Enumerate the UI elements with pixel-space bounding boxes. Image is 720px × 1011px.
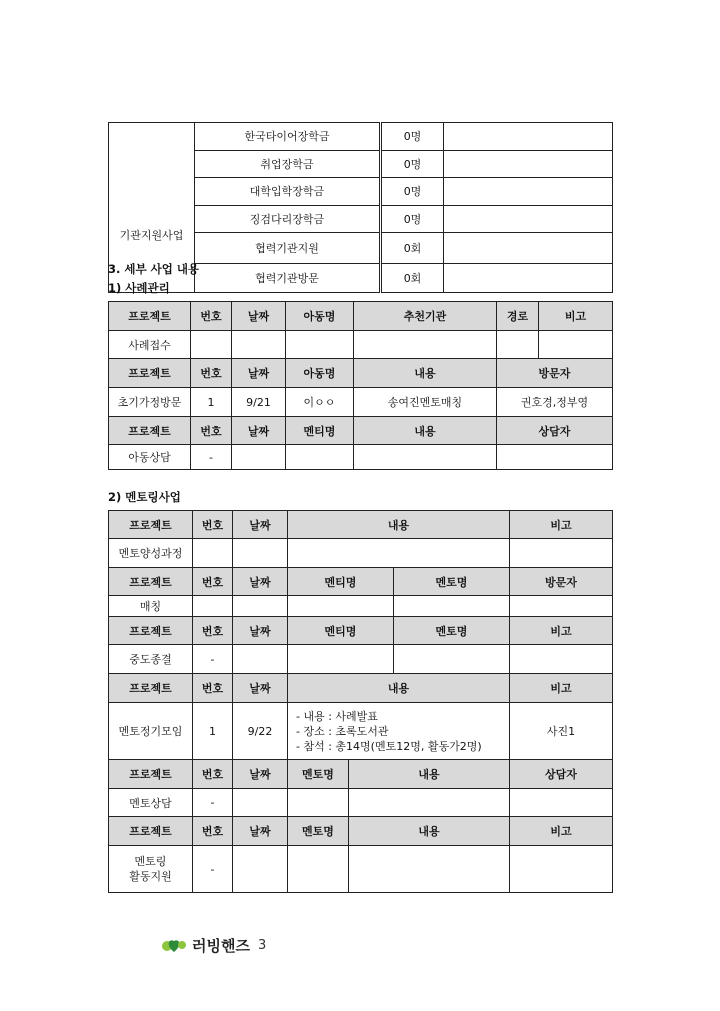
empty-cell xyxy=(444,150,613,178)
row-cell xyxy=(510,789,613,817)
header-mentee-name: 멘티명 xyxy=(288,568,394,596)
row-cell xyxy=(233,539,288,568)
row-content: 송여진멘토매칭 xyxy=(354,388,497,417)
header-number: 번호 xyxy=(193,817,233,846)
header-project: 프로젝트 xyxy=(109,568,193,596)
header-content: 내용 xyxy=(354,359,497,388)
row-cell xyxy=(193,596,233,617)
header-content: 내용 xyxy=(354,417,497,445)
header-mentee-name: 멘티명 xyxy=(286,417,354,445)
row-cell xyxy=(288,789,349,817)
header-mentor-name: 멘토명 xyxy=(288,760,349,789)
row-cell xyxy=(233,596,288,617)
header-date: 날짜 xyxy=(232,359,286,388)
row-project: 초기가정방문 xyxy=(109,388,191,417)
row-date: 9/22 xyxy=(233,703,288,760)
header-visitor: 방문자 xyxy=(497,359,613,388)
item-cell: 징검다리장학금 xyxy=(195,205,381,233)
header-date: 날짜 xyxy=(233,760,288,789)
row-cell xyxy=(394,645,510,674)
row-cell xyxy=(286,331,354,359)
header-note: 비고 xyxy=(510,617,613,645)
header-project: 프로젝트 xyxy=(109,417,191,445)
header-counselor: 상담자 xyxy=(497,417,613,445)
header-date: 날짜 xyxy=(233,511,288,539)
header-mentor-name: 멘토명 xyxy=(288,817,349,846)
row-cell xyxy=(510,539,613,568)
empty-cell xyxy=(444,233,613,264)
header-project: 프로젝트 xyxy=(109,359,191,388)
item-cell: 한국타이어장학금 xyxy=(195,123,381,151)
count-cell: 0회 xyxy=(381,233,444,264)
header-mentor-name: 멘토명 xyxy=(394,617,510,645)
row-number: - xyxy=(191,445,232,470)
header-number: 번호 xyxy=(193,617,233,645)
header-note: 비고 xyxy=(510,674,613,703)
row-cell xyxy=(510,596,613,617)
section-3-title: 3. 세부 사업 내용 xyxy=(108,262,200,276)
content-line: - 장소 : 초록도서관 xyxy=(296,724,389,738)
row-project: 매칭 xyxy=(109,596,193,617)
count-cell: 0명 xyxy=(381,178,444,206)
subsection-mentoring-title: 2) 멘토링사업 xyxy=(108,490,181,504)
header-content: 내용 xyxy=(349,817,510,846)
header-date: 날짜 xyxy=(233,617,288,645)
header-date: 날짜 xyxy=(233,674,288,703)
header-project: 프로젝트 xyxy=(109,760,193,789)
header-project: 프로젝트 xyxy=(109,817,193,846)
row-number: - xyxy=(193,846,233,893)
row-number: - xyxy=(193,789,233,817)
row-cell xyxy=(193,539,233,568)
empty-cell xyxy=(444,205,613,233)
row-cell xyxy=(191,331,232,359)
row-cell xyxy=(394,596,510,617)
header-note: 비고 xyxy=(510,817,613,846)
header-number: 번호 xyxy=(193,568,233,596)
header-date: 날짜 xyxy=(233,817,288,846)
row-cell xyxy=(539,331,613,359)
row-cell xyxy=(286,445,354,470)
row-cell xyxy=(497,445,613,470)
row-project: 멘토양성과정 xyxy=(109,539,193,568)
row-child-name: 이ㅇㅇ xyxy=(286,388,354,417)
header-project: 프로젝트 xyxy=(109,302,191,331)
header-visitor: 방문자 xyxy=(510,568,613,596)
item-cell: 취업장학금 xyxy=(195,150,381,178)
header-project: 프로젝트 xyxy=(109,511,193,539)
header-child-name: 아동명 xyxy=(286,359,354,388)
case-management-table xyxy=(108,301,613,470)
logo-text: 러빙핸즈 xyxy=(192,937,250,955)
row-cell xyxy=(232,331,286,359)
header-counselor: 상담자 xyxy=(510,760,613,789)
row-date: 9/21 xyxy=(232,388,286,417)
row-project: 멘토정기모임 xyxy=(109,703,193,760)
row-cell xyxy=(232,445,286,470)
empty-cell xyxy=(444,123,613,151)
row-project: 중도종결 xyxy=(109,645,193,674)
row-cell xyxy=(497,331,539,359)
row-cell xyxy=(233,789,288,817)
item-cell: 협력기관방문 xyxy=(195,263,381,292)
header-project: 프로젝트 xyxy=(109,617,193,645)
header-note: 비고 xyxy=(539,302,613,331)
header-number: 번호 xyxy=(191,302,232,331)
row-project: 멘토상담 xyxy=(109,789,193,817)
item-cell: 협력기관지원 xyxy=(195,233,381,264)
header-route: 경로 xyxy=(497,302,539,331)
row-cell xyxy=(233,645,288,674)
content-line: - 내용 : 사례발표 xyxy=(296,709,378,723)
header-date: 날짜 xyxy=(232,302,286,331)
footer xyxy=(160,934,266,957)
header-date: 날짜 xyxy=(232,417,286,445)
row-project: 아동상담 xyxy=(109,445,191,470)
row-project: 사례접수 xyxy=(109,331,191,359)
row-number: - xyxy=(193,645,233,674)
count-cell: 0명 xyxy=(381,205,444,233)
group-label: 기관지원사업 xyxy=(119,229,184,242)
row-visitor: 권호경,정부영 xyxy=(497,388,613,417)
header-number: 번호 xyxy=(191,359,232,388)
row-note: 사진1 xyxy=(510,703,613,760)
header-number: 번호 xyxy=(191,417,232,445)
row-number: 1 xyxy=(193,703,233,760)
page-number: 3 xyxy=(257,938,267,953)
header-number: 번호 xyxy=(193,511,233,539)
subsection-case-title: 1) 사례관리 xyxy=(108,281,170,295)
count-cell: 0명 xyxy=(381,123,444,151)
row-cell xyxy=(288,846,349,893)
row-cell xyxy=(354,445,497,470)
header-mentee-name: 멘티명 xyxy=(288,617,394,645)
row-content xyxy=(288,703,510,760)
header-note: 비고 xyxy=(510,511,613,539)
header-mentor-name: 멘토명 xyxy=(394,568,510,596)
row-cell xyxy=(510,846,613,893)
header-number: 번호 xyxy=(193,674,233,703)
row-cell xyxy=(354,331,497,359)
header-referral-agency: 추천기관 xyxy=(354,302,497,331)
count-cell: 0회 xyxy=(381,263,444,292)
mentoring-table xyxy=(108,510,613,893)
item-cell: 대학입학장학금 xyxy=(195,178,381,206)
header-project: 프로젝트 xyxy=(109,674,193,703)
row-cell xyxy=(288,645,394,674)
header-content: 내용 xyxy=(288,511,510,539)
leaf-heart-icon xyxy=(160,934,188,957)
row-cell xyxy=(288,596,394,617)
row-project: 멘토링 활동지원 xyxy=(109,846,193,893)
row-cell xyxy=(349,846,510,893)
empty-cell xyxy=(444,263,613,292)
header-number: 번호 xyxy=(193,760,233,789)
header-content: 내용 xyxy=(288,674,510,703)
header-content: 내용 xyxy=(349,760,510,789)
row-cell xyxy=(510,645,613,674)
row-cell xyxy=(349,789,510,817)
count-cell: 0명 xyxy=(381,150,444,178)
content-line: - 참석 : 총14명(멘토12명, 활동가2명) xyxy=(296,739,482,753)
row-number: 1 xyxy=(191,388,232,417)
header-date: 날짜 xyxy=(233,568,288,596)
header-child-name: 아동명 xyxy=(286,302,354,331)
row-cell xyxy=(233,846,288,893)
empty-cell xyxy=(444,178,613,206)
row-cell xyxy=(288,539,510,568)
